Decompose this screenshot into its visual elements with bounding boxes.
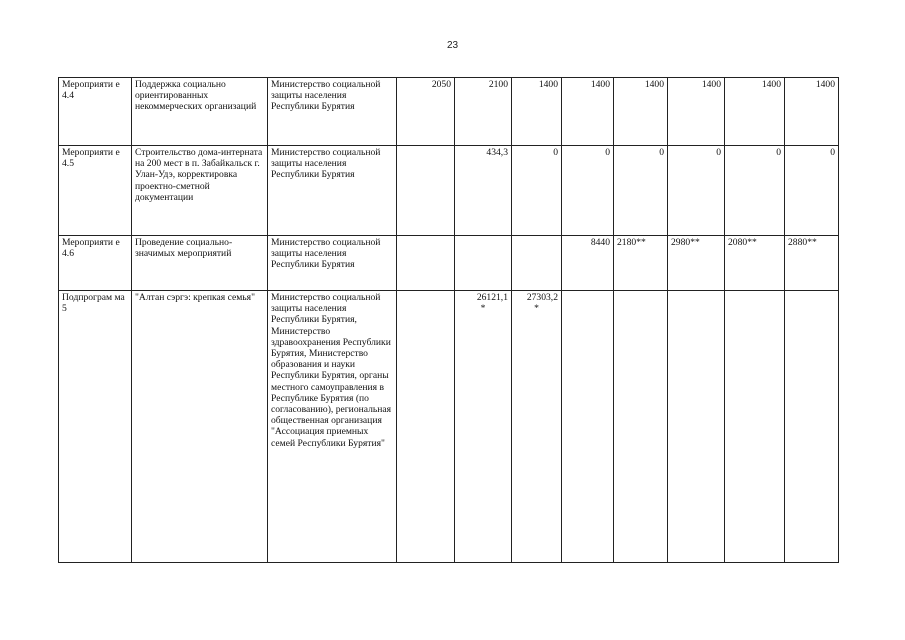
executor-cell: Министерство социальной защиты населения Республики Бурятия: [268, 236, 397, 291]
value-cell: [455, 236, 512, 291]
value-cell: 1400: [668, 78, 725, 146]
table-row: [59, 291, 839, 563]
value-cell: [397, 146, 455, 236]
value-cell: [614, 291, 668, 563]
value-cell: 1400: [785, 78, 839, 146]
value-cell: 434,3: [455, 146, 512, 236]
value-cell: 8440: [562, 236, 614, 291]
value-cell: [397, 291, 455, 563]
value-cell: 0: [614, 146, 668, 236]
value-cell: 2980**: [668, 236, 725, 291]
value-cell: 0: [785, 146, 839, 236]
value-number: 27303,2: [526, 292, 558, 303]
table-row: [59, 146, 839, 236]
table-row: [59, 236, 839, 291]
event-name-cell: Проведение социально-значимых мероприятий: [132, 236, 268, 291]
event-code-cell: Мероприяти е 4.5: [59, 146, 132, 236]
value-cell: 2050: [397, 78, 455, 146]
value-cell: 1400: [725, 78, 785, 146]
value-cell: 1400: [614, 78, 668, 146]
executor-cell: Министерство социальной защиты населения Республики Бурятия, Министерство здравоохранения Республики Бурятия, Министерство образования и науки Республики Бурятия, органы местного самоуправления в Республике Бурятия (по согласованию), региональная общественная организация "Ассоциация приемных семей Республики Бурятия": [268, 291, 397, 563]
subprogram-name-cell: "Алтан сэргэ: крепкая семья": [132, 291, 268, 563]
value-cell: 1400: [512, 78, 562, 146]
subprogram-code-cell: Подпрограм ма 5: [59, 291, 132, 563]
program-table: [58, 77, 839, 563]
event-name-cell: Строительство дома-интерната на 200 мест в п. Забайкальск г. Улан-Удэ, корректировка проектно-сметной документации: [132, 146, 268, 236]
value-cell: [785, 291, 839, 563]
value-cell: [668, 291, 725, 563]
value-number: 26121,1: [476, 292, 508, 303]
value-cell: 0: [562, 146, 614, 236]
value-cell: 0: [512, 146, 562, 236]
value-cell: 2180**: [614, 236, 668, 291]
value-cell: 2100: [455, 78, 512, 146]
event-name-cell: Поддержка социально ориентированных некоммерческих организаций: [132, 78, 268, 146]
value-cell: 2080**: [725, 236, 785, 291]
value-cell: 0: [668, 146, 725, 236]
value-cell: [725, 291, 785, 563]
table-row: [59, 78, 839, 146]
value-cell: [512, 291, 562, 563]
value-cell: 2880**: [785, 236, 839, 291]
executor-cell: Министерство социальной защиты населения Республики Бурятия: [268, 146, 397, 236]
value-cell: 0: [725, 146, 785, 236]
value-cell: [562, 291, 614, 563]
page-number: 23: [446, 40, 459, 51]
value-cell: [455, 291, 512, 563]
event-code-cell: Мероприяти е 4.4: [59, 78, 132, 146]
event-code-cell: Мероприяти е 4.6: [59, 236, 132, 291]
value-cell: [512, 236, 562, 291]
value-footnote-mark: *: [480, 303, 486, 315]
value-cell: [397, 236, 455, 291]
value-footnote-mark: *: [534, 303, 539, 315]
value-cell: 1400: [562, 78, 614, 146]
executor-cell: Министерство социальной защиты населения Республики Бурятия: [268, 78, 397, 146]
